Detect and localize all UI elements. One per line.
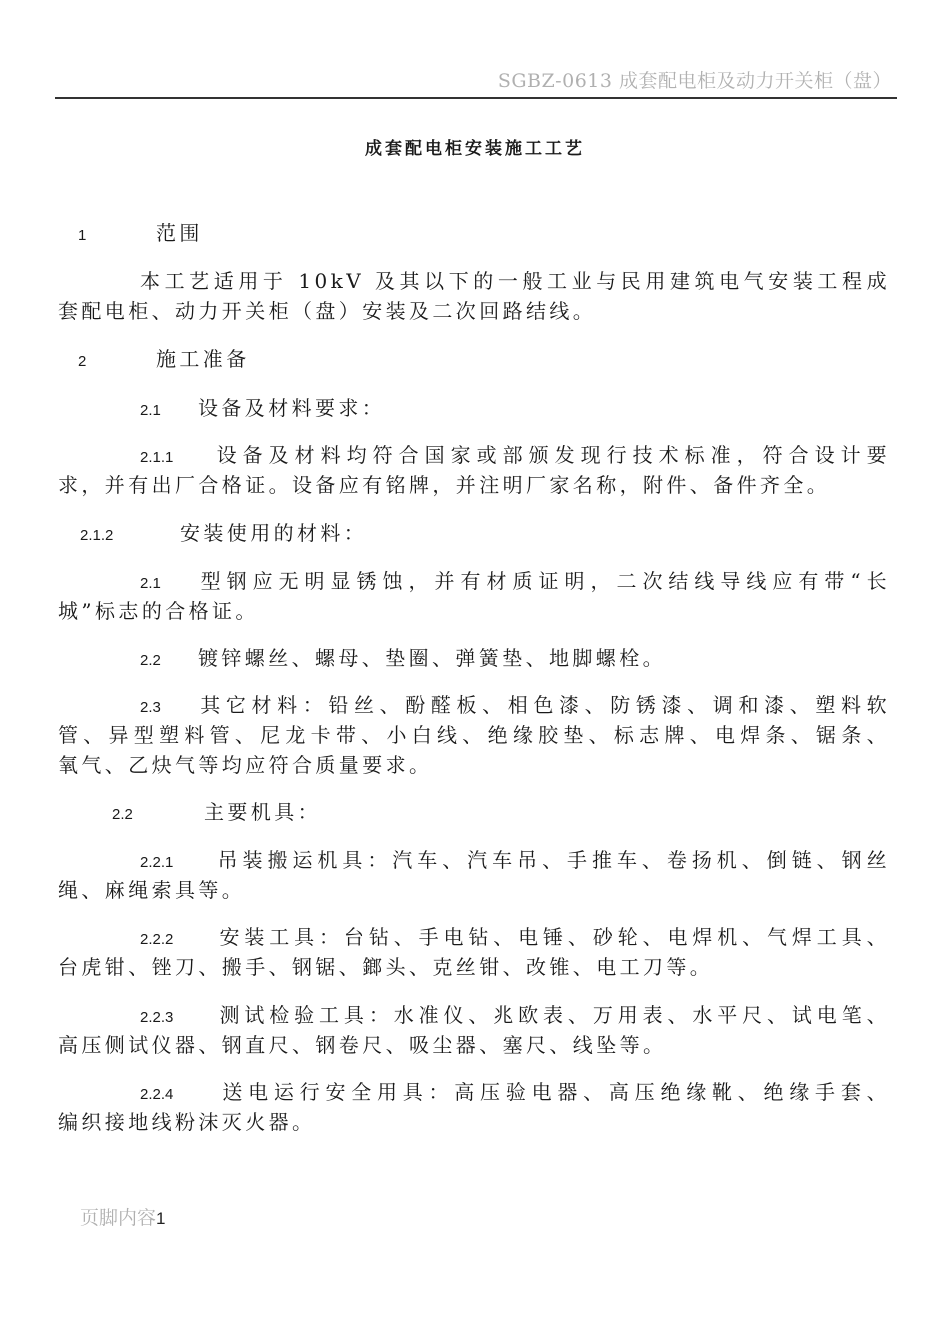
paragraph-line: 氧气、乙炔气等均应符合质量要求。 (58, 753, 433, 777)
clause-2-1-2-heading (80, 518, 367, 551)
paragraph-line: 高压侧试仪器、钢直尺、钢卷尺、吸尘器、塞尺、线坠等。 (58, 1033, 667, 1057)
header-text: SGBZ-0613 成套配电柜及动力开关柜（盘） (497, 70, 892, 92)
clause-2-1-1-line (140, 440, 890, 473)
section-number: 1 (78, 227, 87, 244)
section-number: 2.2 (112, 806, 133, 823)
section-title: 范围 (156, 221, 203, 245)
header-rule (55, 97, 897, 99)
clause-2-2-2-line (140, 922, 890, 955)
clause-title: 安装使用的材料： (180, 521, 368, 545)
clause-2-2-3-line (140, 1000, 890, 1033)
clause-number: 2.1.2 (80, 527, 114, 544)
paragraph-line: 城”标志的合格证。 (58, 599, 259, 623)
clause-text: 测试检验工具：水准仪、兆欧表、万用表、水平尺、试电笔、 (218, 1003, 890, 1027)
paragraph-line: 求，并有出厂合格证。设备应有铭牌，并注明厂家名称，附件、备件齐全。 (58, 473, 831, 497)
item-number: 2.3 (140, 699, 161, 716)
paragraph-line: 台虎钳、锉刀、搬手、钢锯、鎯头、克丝钳、改锥、电工刀等。 (58, 955, 714, 979)
clause-2-2-4-line (140, 1077, 890, 1110)
clause-text: 吊装搬运机具：汽车、汽车吊、手推车、卷扬机、倒链、钢丝 (216, 848, 890, 872)
material-item-line (140, 690, 890, 723)
item-number: 2.1 (140, 575, 161, 592)
clause-number: 2.2.3 (140, 1009, 174, 1026)
paragraph-line: 绳、麻绳索具等。 (58, 878, 246, 902)
item-text: 型钢应无明显锈蚀，并有材质证明，二次结线导线应有带“长 (198, 569, 890, 593)
clause-number: 2.1.1 (140, 449, 174, 466)
subsection-2-2-heading (112, 797, 321, 830)
paragraph-line: 套配电柜、动力开关柜（盘）安装及二次回路结线。 (58, 299, 597, 323)
section-title: 设备及材料要求： (198, 396, 386, 420)
item-text: 镀锌螺丝、螺母、垫圈、弹簧垫、地脚螺栓。 (198, 646, 666, 670)
clause-2-2-1-line (140, 845, 890, 878)
section-1-heading (78, 218, 203, 251)
item-text: 其它材料：铅丝、酚醛板、相色漆、防锈漆、调和漆、塑料软 (198, 693, 890, 717)
item-number: 2.2 (140, 652, 161, 669)
clause-text: 安装工具：台钻、手电钻、电锤、砂轮、电焊机、气焊工具、 (218, 925, 890, 949)
paragraph-line: 管、异型塑料管、尼龙卡带、小白线、绝缘胶垫、标志牌、电焊条、锯条、 (58, 723, 890, 747)
footer-label: 页脚内容 (80, 1207, 157, 1229)
section-title: 施工准备 (156, 347, 250, 371)
paragraph-line: 编织接地线粉沫灭火器。 (58, 1110, 316, 1134)
paragraph-line: 本工艺适用于 10kV 及其以下的一般工业与民用建筑电气安装工程成 (140, 269, 890, 293)
document-title: 成套配电柜安装施工工艺 (365, 139, 585, 159)
clause-text: 送电运行安全用具：高压验电器、高压绝缘靴、绝缘手套、 (220, 1080, 890, 1104)
clause-number: 2.2.1 (140, 854, 174, 871)
material-item-line (140, 643, 666, 676)
page-footer (80, 1203, 165, 1230)
subsection-2-1-heading (140, 393, 385, 426)
clause-text: 设备及材料均符合国家或部颁发现行技术标准，符合设计要 (214, 443, 890, 467)
clause-number: 2.2.2 (140, 931, 174, 948)
section-number: 2 (78, 353, 87, 370)
section-number: 2.1 (140, 402, 161, 419)
section-2-heading (78, 344, 250, 377)
section-title: 主要机具： (204, 800, 321, 824)
clause-number: 2.2.4 (140, 1086, 174, 1103)
material-item-line (140, 566, 890, 599)
page-number: 1 (156, 1209, 166, 1228)
